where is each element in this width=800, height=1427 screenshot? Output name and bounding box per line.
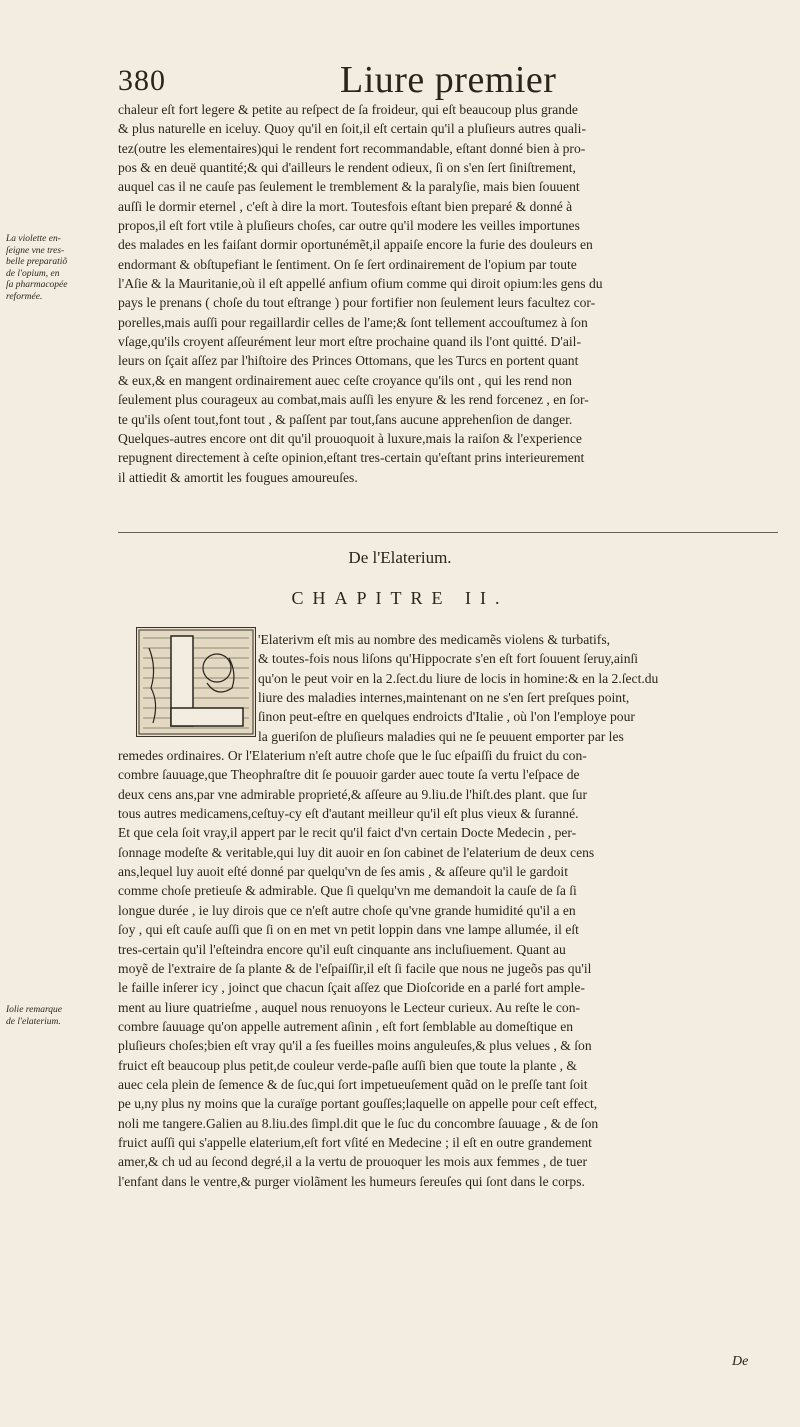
text-line: 'Elaterivm eſt mis au nombre des medicamẽs violens & turbatifs, <box>258 632 611 647</box>
text-line: de l'opium, en <box>6 268 60 279</box>
text-line: & plus naturelle en iceluy. Quoy qu'il en ſoit,il eſt certain qu'il a pluſieurs autres quali- <box>118 121 586 137</box>
text-line: ſeulement plus courageux au combat,mais auſſi les enyure & les rend forcenez , en ſor- <box>118 392 589 408</box>
text-line: ment au liure quatrieſme , auquel nous renuoyons le Lecteur curieux. Au reſte le con- <box>118 999 581 1015</box>
page-number: 380 <box>118 64 166 97</box>
text-line: combre ſauuage,que Theophraſtre dit ſe pouuoir garder auec toute ſa vertu l'eſpace de <box>118 767 580 783</box>
chapter-body <box>118 630 783 1191</box>
text-line: ſa pharmacopée <box>6 280 68 290</box>
text-line: il attiedit & amortit les fougues amoureuſes. <box>118 469 358 485</box>
text-line: qu'on le peut voir en la 2.ſect.du liure de locis in homine:& en la 2.ſect.du <box>258 670 659 686</box>
text-line: amer,& ch ud au ſecond degré,il a la vertu de prouoquer les mois aux femmes , de tuer <box>118 1154 588 1170</box>
text-line: belle preparatiõ <box>6 257 68 267</box>
text-line: ſeigne vne tres- <box>6 245 65 256</box>
text-line: endormant & obſtupefiant le ſentiment. On ſe ſert ordinairement de l'opium par toute <box>118 256 577 272</box>
text-line: comme choſe pretieuſe & admirable. Que ſi quelqu'vn me demandoit la cauſe de ſa ſi <box>118 883 577 899</box>
text-line: vſage,qu'ils croyent aſſeurément leur mort eſtre prochaine quand ils l'ont quitté. D'ail- <box>118 334 581 350</box>
text-line: porelles,mais auſſi pour regaillardir celles de l'ame;& ſont tellement accouſtumez à ſon <box>118 314 588 330</box>
text-line: moyẽ de l'extraire de ſa plante & de l'eſpaiſſir,il eſt ſi facile que nous ne jugeõs pas qu'il <box>118 960 592 976</box>
text-line: auſſi le dormir eternel , c'eſt à dire la mort. Toutesfois eſtant bien preparé & donné à <box>118 198 573 214</box>
text-line: combre ſauuage qu'on appelle autrement aſinin , eſt fort ſemblable au domeſtique en <box>118 1018 574 1034</box>
text-line: & toutes-fois nous liſons qu'Hippocrate s'en eſt fort ſouuent ſeruy,ainſi <box>258 651 639 667</box>
text-line: deux cens ans,par vne admirable proprieté,& aſſeure au 9.liu.de l'hiſt.des plant. que ſur <box>118 786 588 802</box>
text-line: leurs on ſçait aſſez par l'hiſtoire des Princes Ottomans, que les Turcs en portent quant <box>118 353 579 369</box>
text-line: ſinon peut-eſtre en quelques endroicts d'Italie , où l'on l'employe pour <box>258 709 635 725</box>
text-line: liure des maladies internes,maintenant on ne s'en ſert preſques point, <box>258 690 630 706</box>
text-line: chaleur eſt fort legere & petite au reſpect de ſa froideur, qui eſt beaucoup plus grande <box>118 102 578 117</box>
text-line: La violette en- <box>6 234 61 244</box>
text-line: remedes ordinaires. Or l'Elaterium n'eſt autre choſe que le ſuc eſpaiſſi du fruict du con- <box>118 748 587 764</box>
text-line: pays le prenans ( choſe du tout eſtrange ) pour fortifier non ſeulement leurs facultez cor- <box>118 295 596 311</box>
text-line: ſoy , qui eſt cauſe auſſi que ſi on en met vn petit loppin dans vne lampe allumée, il eſt <box>118 922 579 938</box>
text-line: l'enfant dans le ventre,& purger violãment les humeurs ſereuſes qui ſont dans le corps. <box>118 1173 585 1189</box>
text-line: longue durée , ie luy dirois que ce n'eſt autre choſe qu'vne grande humidité qu'il a en <box>118 902 576 918</box>
text-line: te qu'ils oſent tout,font tout , & paſſent par tout,ſans aucune apprehenſion de danger. <box>118 411 573 427</box>
text-line: & eux,& en mangent ordinairement auec ceſte croyance qu'ils ont , qui les rend non <box>118 372 572 388</box>
text-line: pe u,ny plus ny moins que la curaïge portant gouſſes;laquelle on appelle pour ceſt effect, <box>118 1096 598 1112</box>
chapter-heading: CHAPITRE II. <box>291 588 509 608</box>
text-line: Et que cela ſoit vray,il appert par le recit qu'il faict d'vn certain Docte Medecin , per- <box>118 825 577 841</box>
text-line: tez(outre les elementaires)qui le rendent fort recommandable, eſtant donné bien à pro- <box>118 140 586 156</box>
text-line: propos,il eſt fort vtile à pluſieurs choſes, car outre qu'il modere les veilles importunes <box>118 218 580 234</box>
text-line: fruict auſſi qui s'appelle elaterium,eſt fort vſité en Medecine ; il eſt en outre grandement <box>118 1134 592 1150</box>
catchword: De <box>732 1354 749 1369</box>
margin-note-opium <box>6 234 114 303</box>
text-line: des malades en les faiſant dormir oportunémẽt,il appaiſe encore la furie des douleurs en <box>118 237 593 253</box>
text-line: pos & en deuë quantité;& qui d'ailleurs le rendent odieux, ſi on s'en ſert ſiniſtrement, <box>118 160 576 176</box>
text-line: reformée. <box>6 291 43 302</box>
text-line: le faille inſerer icy , joinct que chacun ſçait aſſez que Dioſcoride en a parlé fort ample- <box>118 980 585 996</box>
top-paragraph <box>118 100 783 487</box>
text-line: auquel cas il ne cauſe pas ſeulement le tremblement & la paralyſie, mais bien ſouuent <box>118 179 580 195</box>
text-line: auec cela plein de ſemence & de ſuc,qui ſort impetueuſement quãd on le preſſe tant ſoit <box>118 1076 588 1092</box>
text-line: Quelques-autres encore ont dit qu'il prouoquoit à luxure,mais la raiſon & l'experience <box>118 430 582 446</box>
text-line: repugnent directement à ceſte opinion,eſtant tres-certain qu'eſtant prins interieurement <box>118 450 585 466</box>
running-title: Liure premier <box>340 59 557 101</box>
margin-note-elaterium <box>6 1005 114 1028</box>
section-divider <box>118 532 778 533</box>
text-line: de l'elaterium. <box>6 1016 61 1027</box>
section-title: De l'Elaterium. <box>348 548 452 567</box>
text-line: fruict eſt beaucoup plus petit,de couleur verde-paſle auſſi bien que toute la plante , & <box>118 1057 578 1073</box>
text-line: pluſieurs choſes;bien eſt vray qu'il a ſes fueilles moins anguleuſes,& plus velues , & ſon <box>118 1038 592 1054</box>
text-line: tous autres medicamens,ceſtuy-cy eſt d'autant meilleur qu'il eſt plus vieux & ſuranné. <box>118 806 579 822</box>
text-line: tres-certain qu'il l'eſteindra encore qu'il euſt cinquante ans incluſiuement. Quant au <box>118 941 566 957</box>
text-line: ſonnage modeſte & veritable,qui luy dit auoir en ſon cabinet de l'elaterium de deux cens <box>118 844 595 860</box>
page-header <box>118 60 778 100</box>
text-line: l'Aſie & la Mauritanie,où il eſt appellé anfium ofium comme qui diroit opium:les gens du <box>118 276 603 292</box>
text-line: ans,lequel luy auoit eſté donné par quelqu'vn de ſes amis , & aſſeure qu'il le gardoit <box>118 864 568 880</box>
text-line: la gueriſon de pluſieurs maladies qui ne ſe peuuent emporter par les <box>258 728 624 744</box>
text-line: noli me tangere.Galien au 8.liu.des ſimpl.dit que le ſuc du concombre ſauuage , & de ſon <box>118 1115 599 1131</box>
text-line: Iolie remarque <box>6 1005 63 1015</box>
